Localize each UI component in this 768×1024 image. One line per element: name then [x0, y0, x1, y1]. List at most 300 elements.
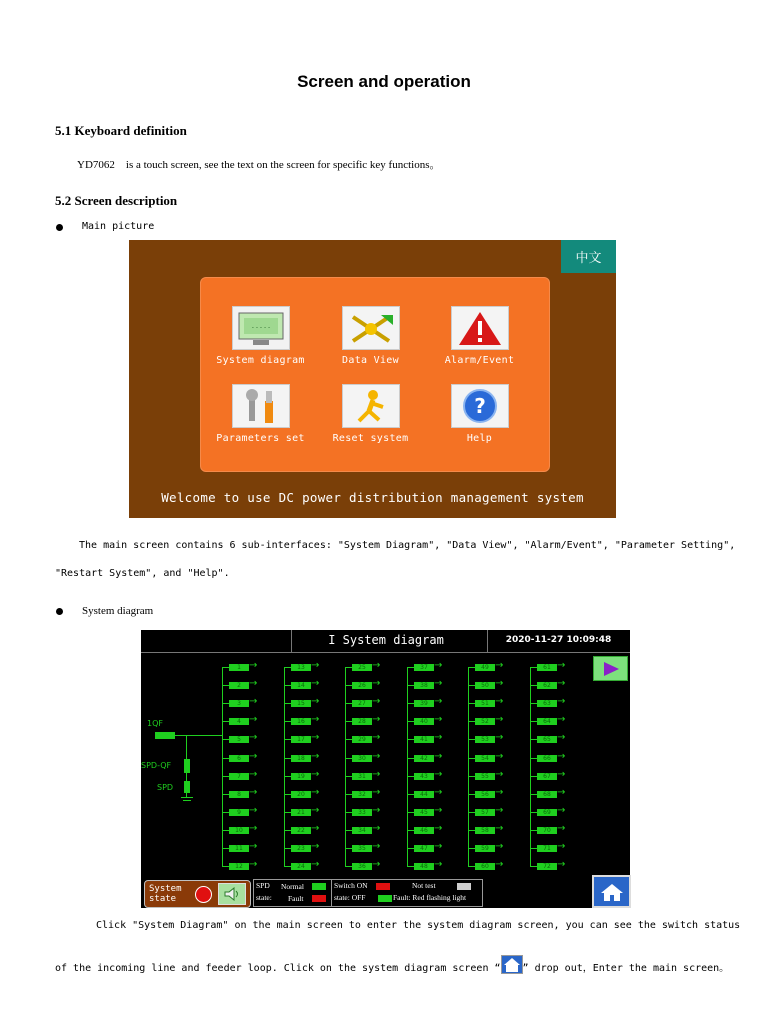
feeder-number: 59 [475, 845, 495, 852]
feeder-tap [222, 685, 229, 686]
arrow-right-icon: → [434, 805, 443, 816]
feeder-tap [468, 739, 475, 740]
data-view-icon [342, 306, 400, 350]
arrow-right-icon: → [434, 732, 443, 743]
welcome-banner: Welcome to use DC power distribution management system [161, 490, 584, 505]
menu-label: Alarm/Event [444, 355, 515, 366]
feeder-tap [284, 721, 291, 722]
feeder-tap [222, 721, 229, 722]
feeder-switch[interactable] [475, 732, 507, 743]
feeder-number: 33 [352, 809, 372, 816]
arrow-right-icon: → [495, 805, 504, 816]
feeder-tap [530, 721, 537, 722]
feeder-tap [222, 703, 229, 704]
feeder-number: 15 [291, 700, 311, 707]
feeder-tap [284, 848, 291, 849]
feeder-number: 54 [475, 755, 495, 762]
feeder-number: 44 [414, 791, 434, 798]
arrow-right-icon: → [249, 678, 258, 689]
main-screen-paragraph-line1: The main screen contains 6 sub-interfaces: "System Diagram", "Data View", "Alarm/Event", "Parameter Setting", [79, 540, 736, 551]
feeder-switch[interactable] [352, 678, 384, 689]
home-icon [501, 955, 523, 974]
feeder-tap [407, 794, 414, 795]
arrow-right-icon: → [557, 678, 566, 689]
language-button[interactable]: 中文 [561, 240, 616, 273]
feeder-switch[interactable] [291, 859, 323, 870]
feeder-switch[interactable] [291, 841, 323, 852]
bullet-main-picture: Main picture [82, 221, 155, 232]
feeder-switch[interactable] [537, 678, 569, 689]
menu-label: Help [466, 433, 493, 444]
feeder-number: 36 [352, 863, 372, 870]
menu-system-diagram[interactable] [203, 306, 318, 366]
arrow-right-icon: → [249, 751, 258, 762]
feeder-tap [222, 667, 229, 668]
feeder-number: 42 [414, 755, 434, 762]
legend-switch-on: Switch ON [334, 881, 368, 890]
feeder-number: 38 [414, 682, 434, 689]
feeder-switch[interactable] [352, 751, 384, 762]
feeder-switch[interactable] [352, 841, 384, 852]
feeder-tap [468, 848, 475, 849]
feeder-number: 5 [229, 736, 249, 743]
feeder-switch[interactable] [352, 714, 384, 725]
feeder-switch[interactable] [291, 696, 323, 707]
menu-data-view[interactable] [313, 306, 428, 366]
feeder-number: 19 [291, 773, 311, 780]
feeder-tap [222, 830, 229, 831]
bullet-icon [56, 608, 63, 615]
menu-parameters-set[interactable] [203, 384, 318, 444]
arrow-right-icon: → [372, 823, 381, 834]
feeder-tap [468, 685, 475, 686]
feeder-switch[interactable] [475, 678, 507, 689]
legend-fault: Fault [288, 894, 304, 903]
feeder-number: 41 [414, 736, 434, 743]
feeder-number: 49 [475, 664, 495, 671]
arrow-right-icon: → [557, 841, 566, 852]
feeder-switch[interactable] [291, 805, 323, 816]
feeder-number: 17 [291, 736, 311, 743]
feeder-number: 9 [229, 809, 249, 816]
feeder-switch[interactable] [537, 769, 569, 780]
menu-label: Reset system [332, 433, 409, 444]
feeder-tap [345, 776, 352, 777]
menu-help[interactable] [422, 384, 537, 444]
feeder-switch[interactable] [414, 751, 446, 762]
svg-text:?: ? [473, 394, 486, 418]
spd-device[interactable] [184, 781, 190, 793]
feeder-tap [222, 794, 229, 795]
arrow-right-icon: → [495, 732, 504, 743]
feeder-number: 63 [537, 700, 557, 707]
bullet-icon [56, 224, 63, 231]
feeder-switch[interactable] [537, 732, 569, 743]
feeder-switch[interactable] [291, 678, 323, 689]
feeder-switch[interactable] [352, 660, 384, 671]
feeder-tap [407, 866, 414, 867]
feeder-number: 61 [537, 664, 557, 671]
bus-bar [468, 667, 469, 866]
feeder-switch[interactable] [352, 859, 384, 870]
arrow-right-icon: → [249, 805, 258, 816]
ground-icon [183, 800, 191, 801]
arrow-right-icon: → [249, 769, 258, 780]
arrow-right-icon: → [249, 714, 258, 725]
feeder-number: 70 [537, 827, 557, 834]
arrow-right-icon: → [434, 751, 443, 762]
switch-on-swatch [376, 883, 390, 890]
arrow-right-icon: → [495, 841, 504, 852]
feeder-switch[interactable] [352, 696, 384, 707]
feeder-number: 67 [537, 773, 557, 780]
feeder-number: 46 [414, 827, 434, 834]
arrow-right-icon: → [495, 787, 504, 798]
feeder-switch[interactable] [414, 696, 446, 707]
feeder-number: 39 [414, 700, 434, 707]
feeder-tap [530, 794, 537, 795]
feeder-tap [222, 812, 229, 813]
feeder-number: 65 [537, 736, 557, 743]
feeder-tap [468, 703, 475, 704]
feeder-number: 58 [475, 827, 495, 834]
feeder-switch[interactable] [537, 696, 569, 707]
feeder-switch[interactable] [537, 823, 569, 834]
feeder-number: 20 [291, 791, 311, 798]
feeder-number: 12 [229, 863, 249, 870]
bus-bar [530, 667, 531, 866]
feeder-switch[interactable] [475, 841, 507, 852]
arrow-right-icon: → [434, 787, 443, 798]
feeder-switch[interactable] [352, 823, 384, 834]
arrow-right-icon: → [372, 678, 381, 689]
feeder-tap [468, 758, 475, 759]
main-screen-image [129, 240, 616, 518]
feeder-switch[interactable] [229, 823, 261, 834]
arrow-right-icon: → [311, 769, 320, 780]
arrow-right-icon: → [372, 859, 381, 870]
feeder-switch[interactable] [414, 823, 446, 834]
arrow-right-icon: → [249, 732, 258, 743]
section-heading-keyboard: 5.1 Keyboard definition [55, 123, 187, 138]
feeder-switch[interactable] [475, 714, 507, 725]
feeder-number: 34 [352, 827, 372, 834]
legend-panel [253, 879, 483, 907]
feeder-number: 55 [475, 773, 495, 780]
diagram-datetime: 2020-11-27 10:09:48 [505, 635, 612, 645]
feeder-number: 32 [352, 791, 372, 798]
feeder-tap [530, 812, 537, 813]
feeder-number: 14 [291, 682, 311, 689]
feeder-tap [284, 758, 291, 759]
arrow-right-icon: → [495, 823, 504, 834]
legend-state: state: [256, 893, 272, 902]
feeder-switch[interactable] [352, 732, 384, 743]
feeder-switch[interactable] [291, 660, 323, 671]
feeder-number: 16 [291, 718, 311, 725]
feeder-number: 6 [229, 755, 249, 762]
switch-off-swatch [378, 895, 392, 902]
feeder-switch[interactable] [229, 714, 261, 725]
alarm-icon [451, 306, 509, 350]
menu-reset-system[interactable] [313, 384, 428, 444]
arrow-right-icon: → [311, 841, 320, 852]
feeder-tap [345, 758, 352, 759]
reset-icon [342, 384, 400, 428]
main-menu-panel [200, 277, 550, 472]
normal-swatch [312, 883, 326, 890]
feeder-tap [530, 866, 537, 867]
feeder-tap [222, 848, 229, 849]
feeder-switch[interactable] [414, 732, 446, 743]
feeder-switch[interactable] [475, 769, 507, 780]
arrow-right-icon: → [557, 660, 566, 671]
feeder-tap [530, 758, 537, 759]
legend-spd: SPD [256, 881, 270, 890]
feeder-number: 64 [537, 718, 557, 725]
feeder-number: 13 [291, 664, 311, 671]
arrow-right-icon: → [311, 859, 320, 870]
arrow-right-icon: → [557, 769, 566, 780]
bus-bar [407, 667, 408, 866]
feeder-tap [468, 830, 475, 831]
feeder-number: 53 [475, 736, 495, 743]
menu-label: Parameters set [216, 433, 305, 444]
feeder-switch[interactable] [291, 787, 323, 798]
feeder-number: 57 [475, 809, 495, 816]
arrow-right-icon: → [495, 859, 504, 870]
arrow-right-icon: → [372, 769, 381, 780]
feeder-switch[interactable] [291, 714, 323, 725]
feeder-switch[interactable] [352, 805, 384, 816]
feeder-switch[interactable] [229, 805, 261, 816]
tools-icon [232, 384, 290, 428]
feeder-switch[interactable] [414, 660, 446, 671]
feeder-switch[interactable] [414, 859, 446, 870]
feeder-number: 60 [475, 863, 495, 870]
feeder-switch[interactable] [291, 823, 323, 834]
feeder-tap [530, 830, 537, 831]
incoming-line [175, 735, 221, 736]
feeder-tap [284, 794, 291, 795]
feeder-switch[interactable] [537, 859, 569, 870]
feeder-tap [530, 739, 537, 740]
feeder-switch[interactable] [229, 787, 261, 798]
home-button[interactable] [592, 875, 631, 908]
feeder-tap [468, 776, 475, 777]
feeder-switch[interactable] [229, 841, 261, 852]
feeder-switch[interactable] [352, 769, 384, 780]
arrow-right-icon: → [372, 787, 381, 798]
feeder-number: 3 [229, 700, 249, 707]
arrow-right-icon: → [557, 823, 566, 834]
feeder-tap [407, 721, 414, 722]
arrow-right-icon: → [495, 769, 504, 780]
feeder-switch[interactable] [229, 769, 261, 780]
feeder-tap [345, 812, 352, 813]
feeder-tap [345, 830, 352, 831]
feeder-switch[interactable] [414, 787, 446, 798]
arrow-right-icon: → [372, 696, 381, 707]
bus-bar [345, 667, 346, 866]
ground-icon [181, 797, 193, 798]
keyboard-paragraph [77, 156, 441, 172]
feeder-switch[interactable] [229, 732, 261, 743]
feeder-switch[interactable] [229, 696, 261, 707]
feeder-number: 62 [537, 682, 557, 689]
feeder-tap [284, 703, 291, 704]
feeder-number: 1 [229, 664, 249, 671]
feeder-tap [222, 758, 229, 759]
incoming-label: 1QF [147, 719, 163, 728]
feeder-number: 18 [291, 755, 311, 762]
menu-label: Data View [342, 355, 399, 366]
feeder-number: 11 [229, 845, 249, 852]
feeder-switch[interactable] [537, 787, 569, 798]
legend-state-off: state: OFF [334, 893, 366, 902]
feeder-switch[interactable] [229, 678, 261, 689]
arrow-right-icon: → [434, 823, 443, 834]
feeder-switch[interactable] [414, 769, 446, 780]
feeder-tap [284, 866, 291, 867]
feeder-number: 29 [352, 736, 372, 743]
arrow-right-icon: → [311, 787, 320, 798]
feeder-switch[interactable] [414, 678, 446, 689]
feeder-tap [407, 776, 414, 777]
feeder-switch[interactable] [229, 859, 261, 870]
model-number: YD7062 [77, 159, 115, 171]
feeder-switch[interactable] [414, 841, 446, 852]
feeder-number: 30 [352, 755, 372, 762]
main-screen-paragraph-line2: "Restart System", and "Help". [55, 568, 230, 579]
arrow-right-icon: → [495, 714, 504, 725]
arrow-right-icon: → [249, 660, 258, 671]
svg-text:- - - - -: - - - - - [251, 324, 270, 331]
not-test-swatch [457, 883, 471, 890]
arrow-right-icon: → [311, 714, 320, 725]
feeder-switch[interactable] [537, 805, 569, 816]
legend-normal: Normal [281, 882, 304, 891]
fault-swatch [312, 895, 326, 902]
feeder-number: 2 [229, 682, 249, 689]
feeder-tap [407, 848, 414, 849]
arrow-right-icon: → [495, 751, 504, 762]
feeder-switch[interactable] [475, 805, 507, 816]
feeder-tap [530, 667, 537, 668]
arrow-right-icon: → [434, 696, 443, 707]
feeder-tap [407, 703, 414, 704]
feeder-number: 35 [352, 845, 372, 852]
feeder-number: 27 [352, 700, 372, 707]
arrow-right-icon: → [372, 751, 381, 762]
feeder-switch[interactable] [475, 660, 507, 671]
arrow-right-icon: → [249, 823, 258, 834]
feeder-tap [407, 685, 414, 686]
feeder-number: 52 [475, 718, 495, 725]
next-page-button[interactable] [593, 656, 628, 681]
feeder-number: 8 [229, 791, 249, 798]
feeder-switch[interactable] [352, 787, 384, 798]
feeder-tap [530, 703, 537, 704]
bullet-system-diagram: System diagram [82, 605, 154, 617]
feeder-tap [530, 685, 537, 686]
feeder-switch[interactable] [291, 769, 323, 780]
feeder-switch[interactable] [291, 751, 323, 762]
feeder-tap [407, 739, 414, 740]
feeder-switch[interactable] [414, 805, 446, 816]
sound-toggle-button[interactable] [218, 883, 246, 905]
feeder-tap [284, 739, 291, 740]
arrow-right-icon: → [372, 714, 381, 725]
feeder-switch[interactable] [537, 751, 569, 762]
system-diagram-image [141, 630, 630, 908]
feeder-tap [222, 739, 229, 740]
feeder-number: 10 [229, 827, 249, 834]
feeder-switch[interactable] [475, 787, 507, 798]
feeder-number: 23 [291, 845, 311, 852]
feeder-number: 47 [414, 845, 434, 852]
feeder-switch[interactable] [291, 732, 323, 743]
arrow-right-icon: → [434, 678, 443, 689]
arrow-right-icon: → [249, 859, 258, 870]
feeder-tap [345, 739, 352, 740]
feeder-tap [284, 776, 291, 777]
feeder-tap [407, 667, 414, 668]
feeder-switch[interactable] [537, 714, 569, 725]
feeder-number: 51 [475, 700, 495, 707]
feeder-switch[interactable] [475, 859, 507, 870]
arrow-right-icon: → [311, 823, 320, 834]
feeder-number: 37 [414, 664, 434, 671]
menu-label: System diagram [216, 355, 305, 366]
arrow-right-icon: → [372, 841, 381, 852]
system-state-panel [144, 880, 251, 908]
feeder-number: 25 [352, 664, 372, 671]
feeder-switch[interactable] [537, 660, 569, 671]
feeder-switch[interactable] [475, 823, 507, 834]
feeder-switch[interactable] [537, 841, 569, 852]
feeder-tap [284, 667, 291, 668]
incoming-switch[interactable] [155, 732, 175, 739]
arrow-right-icon: → [311, 696, 320, 707]
arrow-right-icon: → [249, 696, 258, 707]
page-title: Screen and operation [297, 72, 471, 91]
system-diagram-paragraph-line2: of the incoming line and feeder loop. Click on the system diagram screen “ ” drop out，Enter the main screen。 [55, 955, 729, 974]
feeder-number: 68 [537, 791, 557, 798]
feeder-switch[interactable] [414, 714, 446, 725]
feeder-number: 4 [229, 718, 249, 725]
arrow-right-icon: → [557, 732, 566, 743]
feeder-switch[interactable] [229, 751, 261, 762]
spd-qf-label: SPD-QF [141, 761, 172, 770]
feeder-switch[interactable] [475, 696, 507, 707]
menu-alarm-event[interactable] [422, 306, 537, 366]
feeder-switch[interactable] [475, 751, 507, 762]
legend-not-test: Not test [412, 881, 436, 890]
feeder-tap [345, 667, 352, 668]
arrow-right-icon: → [495, 678, 504, 689]
feeder-switch[interactable] [229, 660, 261, 671]
feeder-tap [468, 667, 475, 668]
arrow-right-icon: → [372, 732, 381, 743]
diagram-title: I System diagram [328, 633, 444, 647]
arrow-right-icon: → [434, 769, 443, 780]
feeder-tap [345, 866, 352, 867]
feeder-tap [530, 776, 537, 777]
spd-qf-switch[interactable] [184, 759, 190, 773]
feeder-tap [345, 721, 352, 722]
feeder-tap [468, 812, 475, 813]
